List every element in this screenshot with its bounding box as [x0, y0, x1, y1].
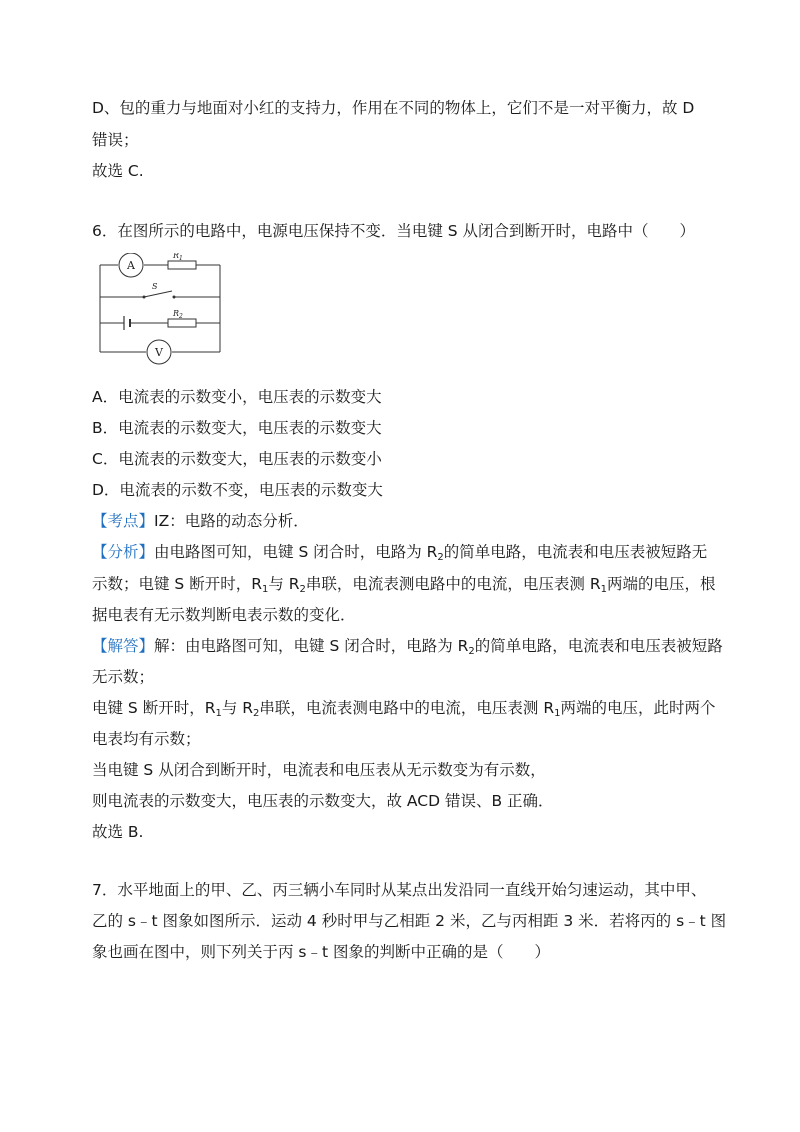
q7-stem-line3: 象也画在图中，则下列关于丙 s﹣t 图象的判断中正确的是（ ） — [92, 943, 551, 961]
q6-stem: 6．在图所示的电路中，电源电压保持不变．当电键 S 从闭合到断开时，电路中（ ） — [92, 222, 696, 240]
switch-symbol — [144, 291, 172, 297]
q6-fenxi-line3: 据电表有无示数判断电表示数的变化． — [92, 606, 356, 624]
q6-jieda-line4: 电表均有示数； — [92, 730, 201, 748]
q6-jieda-line6: 则电流表的示数变大，电压表的示数变大，故 ACD 错误、B 正确． — [92, 792, 554, 810]
q6-option-a: A．电流表的示数变小，电压表的示数变大 — [92, 388, 382, 406]
q6-jieda-line1: 【解答】解：由电路图可知，电键 S 闭合时，电路为 $R_2$的简单电路，电流表和电压表被短路 — [92, 637, 723, 657]
q6-option-c: C．电流表的示数变大，电压表的示数变小 — [92, 450, 382, 468]
q6-circuit-diagram — [96, 253, 256, 367]
switch-label: S — [152, 282, 158, 291]
q6-jieda-line2: 无示数； — [92, 668, 155, 686]
q5-answer: 故选 C. — [92, 162, 144, 180]
jieda-tag: 【解答】 — [92, 637, 155, 655]
q6-fenxi-line2: 示数；电键 S 断开时，$R_1$与 $R_2$串联，电流表测电路中的电流，电压表测 $R_1$两端的电压，根 — [92, 575, 716, 595]
voltmeter-label: V — [155, 346, 163, 359]
resistor-r2-label: $R_2$ — [173, 309, 183, 320]
q6-kaodian — [92, 511, 309, 531]
q5-option-d-line1: D、包的重力与地面对小红的支持力，作用在不同的物体上，它们不是一对平衡力，故 D — [92, 99, 695, 117]
q7-stem-line1: 7．水平地面上的甲、乙、丙三辆小车同时从某点出发沿同一直线开始匀速运动，其中甲、 — [92, 881, 707, 899]
q6-option-d: D．电流表的示数不变，电压表的示数变大 — [92, 481, 383, 499]
fenxi-tag: 【分析】 — [92, 543, 155, 561]
kaodian-text: IZ：电路的动态分析． — [154, 512, 309, 530]
resistor-r1-symbol — [168, 261, 196, 269]
resistor-r1-label: $R_1$ — [173, 253, 183, 262]
q6-jieda-line5: 当电键 S 从闭合到断开时，电流表和电压表从无示数变为有示数， — [92, 761, 546, 779]
q6-jieda-line3: 电键 S 断开时，$R_1$与 $R_2$串联，电流表测电路中的电流，电压表测 $R_1$两端的电压，此时两个 — [92, 699, 716, 719]
resistor-r2-symbol — [168, 319, 196, 327]
q6-answer: 故选 B. — [92, 823, 144, 841]
q5-option-d-line2: 错误； — [92, 131, 139, 149]
q7-stem-line2: 乙的 s﹣t 图象如图所示．运动 4 秒时甲与乙相距 2 米，乙与丙相距 3 米．若将丙的 s﹣t 图 — [92, 912, 727, 930]
q6-fenxi-line1: 【分析】由电路图可知，电键 S 闭合时，电路为 $R_2$的简单电路，电流表和电压表被短路无 — [92, 543, 708, 563]
q6-option-b: B．电流表的示数变大，电压表的示数变大 — [92, 419, 382, 437]
kaodian-tag: 【考点】 — [92, 512, 155, 530]
ammeter-label: A — [127, 259, 135, 272]
